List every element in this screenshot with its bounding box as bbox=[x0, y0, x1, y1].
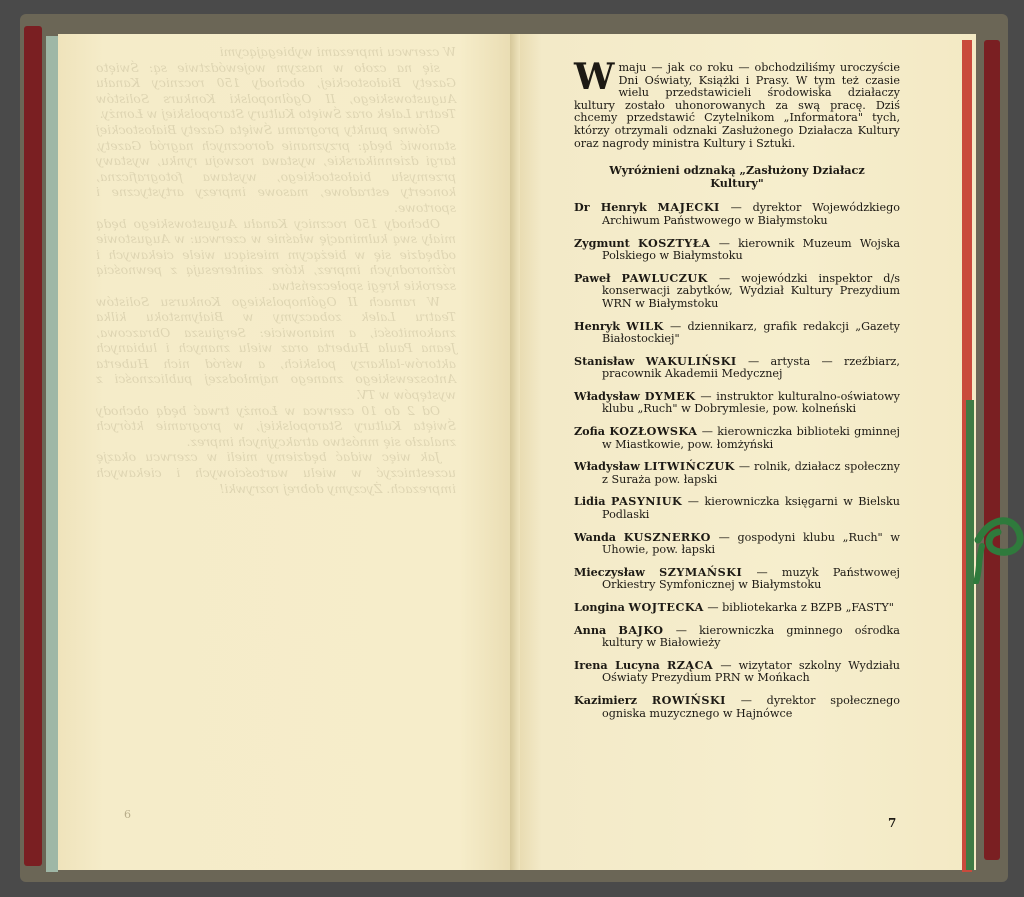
intro-text: maju — jak co roku — obchodziliśmy uroczyście Dni Oświaty, Książki i Prasy. W tym też czasie wielu przedstawicieli środowiska działaczy kultury zostało uhonorowanych za swą pracę. Dziś chcemy przedstawić Czytelnikom „Informatora" tych, którzy otrzymali odznaki Zasłużonego Działacza Kultury oraz nagrody ministra Kultury i Sztuki. bbox=[574, 61, 900, 150]
honoree-surname: PAWLUCZUK bbox=[621, 270, 708, 285]
list-item bbox=[574, 201, 900, 227]
bleedthrough-text bbox=[96, 44, 456, 496]
honoree-surname: DYMEK bbox=[644, 388, 696, 403]
honoree-description: — kierowniczka gminnego ośrodka kultury w Białowieży bbox=[602, 623, 900, 650]
honoree-description: — muzyk Państwowej Orkiestry Symfonicznej w Białymstoku bbox=[602, 565, 900, 592]
intro-paragraph bbox=[574, 56, 900, 150]
honoree-surname: WILK bbox=[626, 318, 664, 333]
honoree-description: — dyrektor Wojewódzkiego Archiwum Państwowego w Białymstoku bbox=[602, 201, 901, 227]
honoree-description: — dyrektor społecznego ogniska muzycznego w Hajnówce bbox=[602, 693, 901, 720]
list-item bbox=[574, 425, 900, 451]
honoree-surname: WOJTECKA bbox=[628, 600, 704, 614]
cover-spine-left bbox=[24, 26, 42, 866]
honoree-given-name: Zygmunt bbox=[574, 235, 630, 250]
honoree-description: — bibliotekarka z BZPB „FASTY" bbox=[707, 601, 894, 614]
list-item bbox=[574, 566, 900, 592]
honoree-given-name: Irena Lucyna bbox=[574, 657, 660, 672]
bleedthrough-paragraph: W czerwcu imprezami wybiegającymi bbox=[219, 44, 456, 59]
list-item bbox=[574, 272, 900, 311]
honoree-given-name: Anna bbox=[574, 622, 607, 637]
list-item bbox=[574, 390, 900, 416]
page-number-left: 6 bbox=[124, 808, 131, 821]
list-item bbox=[574, 659, 900, 685]
list-item bbox=[574, 460, 900, 486]
bleedthrough-paragraph: się na czoło w naszym województwie są: Święto Gazety Białostockiej, obchody 150 rocznicy Kanału Augustowskiego, II Ogólnopolski Konkurs Solistów Teatru Lalek oraz Święto Kultury Staropolskiej w Łomży. bbox=[96, 59, 456, 122]
honoree-given-name: Dr Henryk bbox=[574, 200, 647, 215]
honoree-description: — dziennikarz, grafik redakcji „Gazety Białostockiej" bbox=[602, 319, 901, 346]
list-item bbox=[574, 624, 900, 650]
list-item bbox=[574, 694, 900, 720]
honoree-surname: KOZŁOWSKA bbox=[609, 424, 698, 439]
page-edge-right-green bbox=[966, 400, 974, 870]
honoree-given-name: Kazimierz bbox=[574, 692, 638, 707]
bleedthrough-paragraph: Od 2 do 10 czerwca w Łomży trwać będą obchody Święta Kultury Staropolskiej, w programie których znalazło się mnóstwo atrakcyjnych imprez. bbox=[96, 402, 456, 449]
honoree-description: — wojewódzki inspektor d/s konserwacji zabytków, Wydział Kultury Prezydium WRN w Białymstoku bbox=[602, 271, 900, 310]
page-number-right: 7 bbox=[888, 816, 897, 830]
list-item bbox=[574, 531, 900, 557]
honoree-surname: ROWIŃSKI bbox=[651, 692, 726, 707]
list-item bbox=[574, 320, 900, 346]
honoree-given-name: Paweł bbox=[574, 270, 611, 285]
ribbon-bookmark-icon[interactable] bbox=[972, 510, 1024, 584]
honoree-description: — kierownik Muzeum Wojska Polskiego w Białymstoku bbox=[602, 236, 901, 263]
list-item bbox=[574, 495, 900, 521]
list-item bbox=[574, 601, 900, 615]
bleedthrough-paragraph: Jak więc widać będziemy mieli w czerwcu okazję uczestniczyć w wielu wartościowych i ciekawych imprezach. Życzymy dobrej rozrywki! bbox=[96, 449, 456, 496]
honoree-given-name: Władysław bbox=[574, 459, 640, 474]
list-item bbox=[574, 237, 900, 263]
article bbox=[574, 56, 901, 729]
honoree-description: — wizytator szkolny Wydziału Oświaty Prezydium PRN w Mońkach bbox=[602, 658, 901, 685]
bleedthrough-paragraph: W ramach II Ogólnopolskiego Konkursu Solistów Teatru Lalek zobaczymy w Białymstoku kilka znakomitości, a mianowicie: Sergiusza Obrazcowa, Jeana Paula Huberta oraz wielu znanych i lubianych aktorów-lalkarzy polskich, a wśród nich Huberta Antoszewskiego znanego najmłodszej publiczności z występów w TV. bbox=[96, 293, 456, 403]
honorees-list bbox=[574, 201, 900, 720]
honoree-description: — kierowniczka księgarni w Bielsku Podlaski bbox=[602, 495, 900, 522]
bleedthrough-paragraph: Główne punkty programu Święta Gazety Białostockiej stanowić będą: przyznanie dorocznych nagród Gazety, targi dziennikarskie, wystawa rozwoju rynku, wystawy przemysłu białostockiego, wystawa fotograficzna, koncerty estradowe, masowe imprezy artystyczne i sportowe. bbox=[96, 121, 456, 215]
honoree-description: — rolnik, działacz społeczny z Suraża pow. łapski bbox=[602, 460, 900, 486]
honoree-surname: KUSZNERKO bbox=[623, 529, 711, 544]
honoree-given-name: Stanisław bbox=[574, 353, 635, 368]
section-title: Wyróżnieni odznaką „Zasłużony Działacz Kultury" bbox=[609, 163, 865, 190]
honoree-surname: PASYNIUK bbox=[610, 494, 683, 509]
honoree-description: — kierowniczka biblioteki gminnej w Miastkowie, pow. łomżyński bbox=[602, 425, 901, 451]
list-item bbox=[574, 355, 900, 381]
honoree-description: — instruktor kulturalno-oświatowy klubu „Ruch" w Dobrymlesie, pow. kolneński bbox=[602, 389, 900, 416]
drop-cap: W bbox=[574, 56, 615, 98]
honoree-surname: KOSZTYŁA bbox=[638, 235, 711, 250]
honoree-given-name: Lidia bbox=[574, 494, 606, 509]
honoree-given-name: Henryk bbox=[574, 318, 620, 333]
honoree-surname: BAJKO bbox=[618, 622, 664, 637]
honoree-description: — artysta — rzeźbiarz, pracownik Akademii Medycznej bbox=[602, 354, 900, 381]
honoree-given-name: Wanda bbox=[574, 529, 617, 544]
honoree-surname: MAJECKI bbox=[657, 200, 720, 215]
honoree-surname: RZĄCA bbox=[666, 657, 714, 672]
honoree-surname: SZYMAŃSKI bbox=[659, 564, 743, 579]
honoree-given-name: Mieczysław bbox=[574, 564, 645, 579]
book-gutter bbox=[510, 34, 520, 870]
honoree-given-name: Władysław bbox=[574, 388, 640, 403]
bleedthrough-paragraph: Obchody 150 rocznicy Kanału Augustowskiego będą miały swą kulminację właśnie w czerwcu: w Augustowie odbędzie się w bieżącym miesiącu wiele ciekawych i różnorodnych imprez, które zainteresują z pewnością szerokie kręgi społeczeństwa. bbox=[96, 215, 456, 293]
honoree-given-name: Zofia bbox=[574, 424, 606, 439]
honoree-surname: LITWIŃCZUK bbox=[643, 459, 735, 474]
honoree-given-name: Longina bbox=[574, 600, 625, 614]
honoree-surname: WAKULIŃSKI bbox=[645, 353, 737, 368]
cover-spine-right bbox=[984, 40, 1000, 860]
page-edge-left bbox=[46, 36, 58, 872]
honoree-description: — gospodyni klubu „Ruch" w Uhowie, pow. łapski bbox=[602, 530, 900, 557]
